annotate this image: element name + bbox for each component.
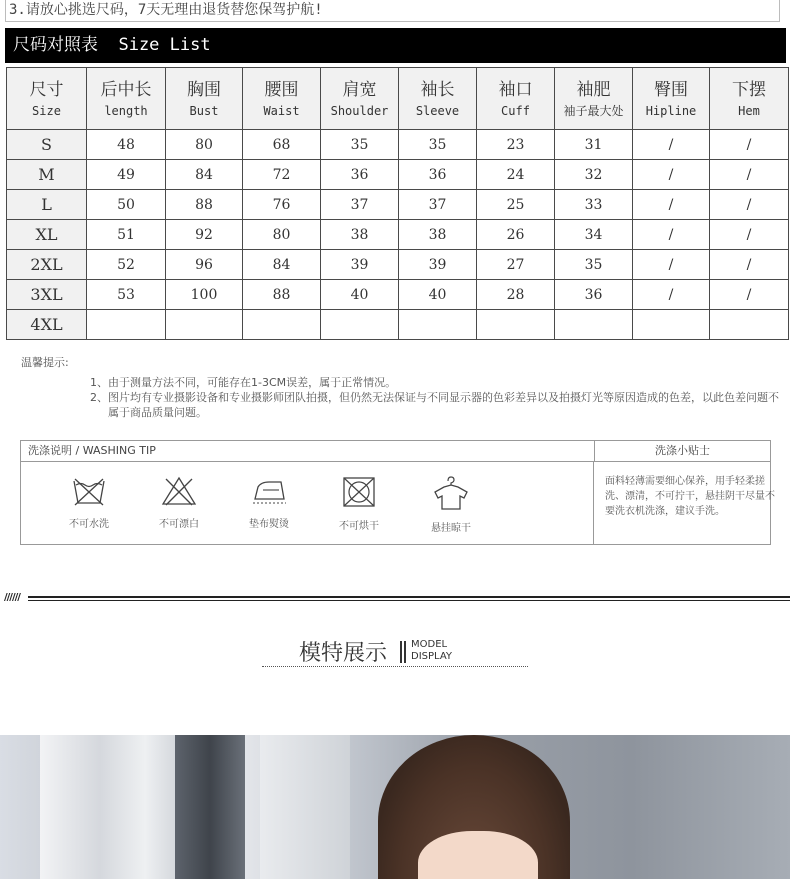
table-cell: 76 bbox=[243, 190, 321, 220]
table-cell: / bbox=[710, 250, 789, 280]
wash-label: 不可漂白 bbox=[159, 519, 199, 530]
table-cell bbox=[399, 310, 477, 340]
size-table bbox=[6, 67, 789, 340]
table-row bbox=[7, 160, 789, 190]
table-cell: 50 bbox=[87, 190, 166, 220]
header-length: 后中长 length bbox=[87, 68, 166, 130]
table-row bbox=[7, 310, 789, 340]
wash-label: 悬挂晾干 bbox=[431, 523, 471, 534]
table-cell: / bbox=[710, 160, 789, 190]
title-bar bbox=[404, 641, 406, 663]
curtain bbox=[175, 735, 245, 879]
table-cell: 38 bbox=[399, 220, 477, 250]
header-hipline: 臀围 Hipline bbox=[633, 68, 710, 130]
table-cell: 39 bbox=[321, 250, 399, 280]
table-cell: 38 bbox=[321, 220, 399, 250]
size-list-header: 尺码对照表 Size List bbox=[5, 28, 786, 63]
model-title-en-line1: MODEL bbox=[411, 639, 448, 650]
table-cell: / bbox=[710, 190, 789, 220]
table-cell: 88 bbox=[243, 280, 321, 310]
table-cell: 28 bbox=[477, 280, 555, 310]
table-cell: / bbox=[633, 250, 710, 280]
washing-hints-title: 洗涤小贴士 bbox=[594, 441, 770, 462]
table-cell: 36 bbox=[555, 280, 633, 310]
model-title-en bbox=[411, 639, 452, 663]
model-photo bbox=[0, 735, 790, 879]
table-cell: 53 bbox=[87, 280, 166, 310]
table-cell: 36 bbox=[399, 160, 477, 190]
tip-item: 1、由于测量方法不同，可能存在1-3CM误差，属于正常情况。 bbox=[90, 376, 397, 389]
table-cell bbox=[477, 310, 555, 340]
table-cell: 48 bbox=[87, 130, 166, 160]
washing-divider bbox=[593, 462, 594, 545]
table-cell: 72 bbox=[243, 160, 321, 190]
table-cell: 37 bbox=[321, 190, 399, 220]
table-cell bbox=[87, 310, 166, 340]
table-cell: 27 bbox=[477, 250, 555, 280]
table-cell: 51 bbox=[87, 220, 166, 250]
header-shoulder: 肩宽 Shoulder bbox=[321, 68, 399, 130]
table-cell: 35 bbox=[555, 250, 633, 280]
table-cell: 34 bbox=[555, 220, 633, 250]
divider-line bbox=[28, 600, 790, 601]
divider-marks: ////// bbox=[4, 592, 20, 603]
header-bust: 胸围 Bust bbox=[166, 68, 243, 130]
table-cell: 100 bbox=[166, 280, 243, 310]
tips-list bbox=[90, 375, 780, 420]
table-cell bbox=[555, 310, 633, 340]
iron-with-cloth-icon bbox=[249, 475, 289, 507]
washing-note: 面料轻薄需要细心保养，用手轻柔搓洗、漂清，不可拧干，悬挂阴干尽量不要洗衣机洗涤，建议手洗。 bbox=[605, 476, 775, 517]
tips-title: 温馨提示: bbox=[21, 356, 69, 369]
size-table-header-row bbox=[7, 68, 789, 130]
table-cell bbox=[710, 310, 789, 340]
table-cell: / bbox=[633, 130, 710, 160]
table-cell: 25 bbox=[477, 190, 555, 220]
tip-item: 2、图片均有专业摄影设备和专业摄影师团队拍摄，但仍然无法保证与不同显示器的色彩差异以及拍摄灯光等原因造成的色差，以此色差问题不属于商品质量问题。 bbox=[90, 391, 779, 419]
model-face bbox=[418, 831, 538, 879]
model-title-en-line2: DISPLAY bbox=[411, 651, 453, 662]
size-cell: XL bbox=[7, 220, 87, 250]
table-cell: / bbox=[633, 280, 710, 310]
table-cell: 33 bbox=[555, 190, 633, 220]
table-cell: 39 bbox=[399, 250, 477, 280]
table-cell: 80 bbox=[243, 220, 321, 250]
washing-icons bbox=[21, 463, 593, 545]
table-row bbox=[7, 280, 789, 310]
model-title-underline bbox=[262, 666, 528, 667]
washing-panel bbox=[20, 440, 775, 545]
table-cell: 32 bbox=[555, 160, 633, 190]
table-cell: 31 bbox=[555, 130, 633, 160]
table-cell: 49 bbox=[87, 160, 166, 190]
table-cell: 35 bbox=[321, 130, 399, 160]
table-cell: 24 bbox=[477, 160, 555, 190]
table-cell: 26 bbox=[477, 220, 555, 250]
header-cuff: 袖口 Cuff bbox=[477, 68, 555, 130]
table-cell: / bbox=[633, 220, 710, 250]
wash-item bbox=[411, 475, 491, 534]
wash-label: 不可烘干 bbox=[339, 521, 379, 532]
washing-tip-title: 洗涤说明 / WASHING TIP bbox=[28, 444, 156, 457]
table-cell: 35 bbox=[399, 130, 477, 160]
header-sleeve: 袖长 Sleeve bbox=[399, 68, 477, 130]
wash-label: 不可水洗 bbox=[69, 519, 109, 530]
table-cell bbox=[321, 310, 399, 340]
table-cell bbox=[166, 310, 243, 340]
table-cell: 40 bbox=[321, 280, 399, 310]
header-size: 尺寸 Size bbox=[7, 68, 87, 130]
table-cell: 84 bbox=[166, 160, 243, 190]
wash-item bbox=[139, 475, 219, 530]
header-sleeve-width: 袖肥 袖子最大处 bbox=[555, 68, 633, 130]
table-cell: 40 bbox=[399, 280, 477, 310]
table-cell: 36 bbox=[321, 160, 399, 190]
table-cell: / bbox=[710, 130, 789, 160]
size-cell: 3XL bbox=[7, 280, 87, 310]
table-cell: 84 bbox=[243, 250, 321, 280]
size-cell: M bbox=[7, 160, 87, 190]
no-machine-wash-icon bbox=[71, 475, 107, 507]
table-cell: 37 bbox=[399, 190, 477, 220]
table-cell bbox=[243, 310, 321, 340]
table-cell: 23 bbox=[477, 130, 555, 160]
table-cell: 68 bbox=[243, 130, 321, 160]
wash-item bbox=[229, 475, 309, 530]
header-waist: 腰围 Waist bbox=[243, 68, 321, 130]
hang-dry-icon bbox=[431, 475, 471, 511]
table-row bbox=[7, 220, 789, 250]
title-bar bbox=[400, 641, 402, 663]
table-row bbox=[7, 130, 789, 160]
divider-line bbox=[28, 596, 790, 598]
section-divider bbox=[4, 592, 790, 606]
curtain bbox=[260, 735, 350, 879]
curtain bbox=[40, 735, 190, 879]
table-cell: / bbox=[710, 280, 789, 310]
table-cell: 80 bbox=[166, 130, 243, 160]
size-cell: L bbox=[7, 190, 87, 220]
table-cell bbox=[633, 310, 710, 340]
no-bleach-icon bbox=[161, 475, 197, 507]
table-cell: 96 bbox=[166, 250, 243, 280]
notice-bar: 3.请放心挑选尺码，7天无理由退货替您保驾护航! bbox=[5, 0, 780, 22]
table-row bbox=[7, 250, 789, 280]
table-cell: / bbox=[633, 190, 710, 220]
size-cell: 2XL bbox=[7, 250, 87, 280]
table-cell: 52 bbox=[87, 250, 166, 280]
model-title-zh: 模特展示 bbox=[299, 641, 388, 666]
wash-item bbox=[49, 475, 129, 530]
wash-item bbox=[319, 475, 399, 532]
washing-panel-header bbox=[21, 441, 770, 462]
size-cell: 4XL bbox=[7, 310, 87, 340]
table-cell: 92 bbox=[166, 220, 243, 250]
header-hem: 下摆 Hem bbox=[710, 68, 789, 130]
table-row bbox=[7, 190, 789, 220]
size-cell: S bbox=[7, 130, 87, 160]
wash-label: 垫布熨烫 bbox=[249, 519, 289, 530]
table-cell: / bbox=[710, 220, 789, 250]
table-cell: 88 bbox=[166, 190, 243, 220]
table-cell: / bbox=[633, 160, 710, 190]
no-tumble-dry-icon bbox=[341, 475, 377, 509]
